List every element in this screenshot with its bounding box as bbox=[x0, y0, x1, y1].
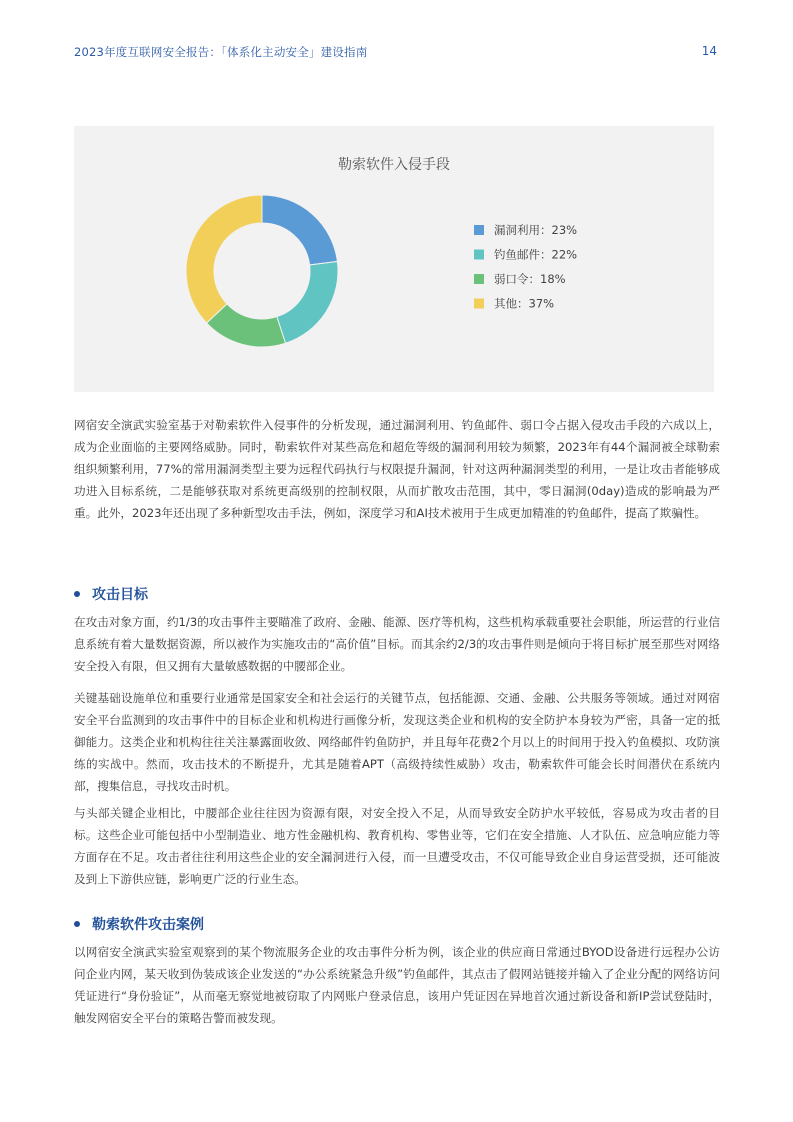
bullet-dot-icon bbox=[74, 591, 80, 597]
donut-slices bbox=[186, 195, 338, 347]
paragraph-attack-targets: 在攻击对象方面，约1/3的攻击事件主要瞄准了政府、金融、能源、医疗等机构，这些机构承载重要社会职能，所运营的行业信息系统有着大量数据资源，所以被作为实施攻击的“高价值”目标。而其余约2/3的攻击事件则是倾向于将目标扩展至那些对网络安全投入有限，但又拥有大量敏感数据的中腰部企业。 bbox=[74, 615, 720, 673]
legend-label: 钓鱼邮件：22% bbox=[494, 247, 578, 262]
legend-label: 其他：37% bbox=[494, 296, 555, 311]
chart-legend bbox=[474, 223, 577, 311]
donut-slice bbox=[262, 195, 337, 265]
donut-slice bbox=[277, 261, 338, 343]
section-heading-attack-targets bbox=[74, 584, 148, 604]
chart-title: 勒索软件入侵手段 bbox=[338, 157, 450, 173]
legend-swatch bbox=[474, 274, 484, 284]
paragraph-intrusion-methods: 网宿安全演武实验室基于对勒索软件入侵事件的分析发现，通过漏洞利用、钓鱼邮件、弱口令占据入侵攻击手段的六成以上，成为企业面临的主要网络威胁。同时，勒索软件对某些高危和超危等级的漏洞利用较为频繁，2023年有44个漏洞被全球勒索组织频繁利用，77%的常用漏洞类型主要为远程代码执行与权限提升漏洞，针对这两种漏洞类型的利用，一是让攻击者能够成功进入目标系统，二是能够获取对系统更高级别的控制权限，从而扩散攻击范围，其中，零日漏洞(0day)造成的影响最为严重。此外，2023年还出现了多种新型攻击手法，例如，深度学习和AI技术被用于生成更加精准的钓鱼邮件，提高了欺骗性。 bbox=[74, 418, 720, 520]
paragraph-critical-infrastructure: 关键基础设施单位和重要行业通常是国家安全和社会运行的关键节点，包括能源、交通、金融、公共服务等领域。通过对网宿安全平台监测到的攻击事件中的目标企业和机构进行画像分析，发现这类企业和机构的安全防护本身较为严密，具备一定的抵御能力。这类企业和机构往往关注暴露面收敛、网络邮件钓鱼防护，并且每年花费2个月以上的时间用于投入钓鱼模拟、攻防演练的实战中。然而，攻击技术的不断提升，尤其是随着APT（高级持续性威胁）攻击，勒索软件可能会长时间潜伏在系统内部，搜集信息，寻找攻击时机。 bbox=[74, 691, 720, 793]
legend-swatch bbox=[474, 250, 484, 260]
paragraph-mid-tier-enterprises: 与头部关键企业相比，中腰部企业往往因为资源有限，对安全投入不足，从而导致安全防护水平较低，容易成为攻击者的目标。这些企业可能包括中小型制造业、地方性金融机构、教育机构、零售业等，它们在安全措施、人才队伍、应急响应能力等方面存在不足。攻击者往往利用这些企业的安全漏洞进行入侵，而一旦遭受攻击，不仅可能导致企业自身运营受损，还可能波及到上下游供应链，影响更广泛的行业生态。 bbox=[74, 806, 720, 886]
section-heading-ransomware-case bbox=[74, 914, 204, 934]
section-title: 攻击目标 bbox=[92, 587, 148, 603]
donut-chart-panel bbox=[74, 126, 714, 392]
donut-slice bbox=[186, 195, 262, 323]
paragraph-case-study: 以网宿安全演武实验室观察到的某个物流服务企业的攻击事件分析为例，该企业的供应商日常通过BYOD设备进行远程办公访问企业内网，某天收到伪装成该企业发送的“办公系统紧急升级”钓鱼邮件，其点击了假网站链接并输入了企业分配的网络访问凭证进行“身份验证”，从而毫无察觉地被窃取了内网账户登录信息，该用户凭证因在异地首次通过新设备和新IP尝试登陆时，触发网宿安全平台的策略告警而被发现。 bbox=[74, 945, 720, 1025]
bullet-dot-icon bbox=[74, 921, 80, 927]
report-header-title: 2023年度互联网安全报告：「体系化主动安全」建设指南 bbox=[74, 45, 368, 59]
donut-chart bbox=[74, 126, 714, 392]
legend-swatch bbox=[474, 225, 484, 235]
section-title: 勒索软件攻击案例 bbox=[92, 917, 204, 933]
legend-label: 漏洞利用：23% bbox=[494, 223, 578, 237]
legend-swatch bbox=[474, 299, 484, 309]
page-number: 14 bbox=[701, 44, 717, 58]
legend-label: 弱口令：18% bbox=[494, 272, 566, 286]
